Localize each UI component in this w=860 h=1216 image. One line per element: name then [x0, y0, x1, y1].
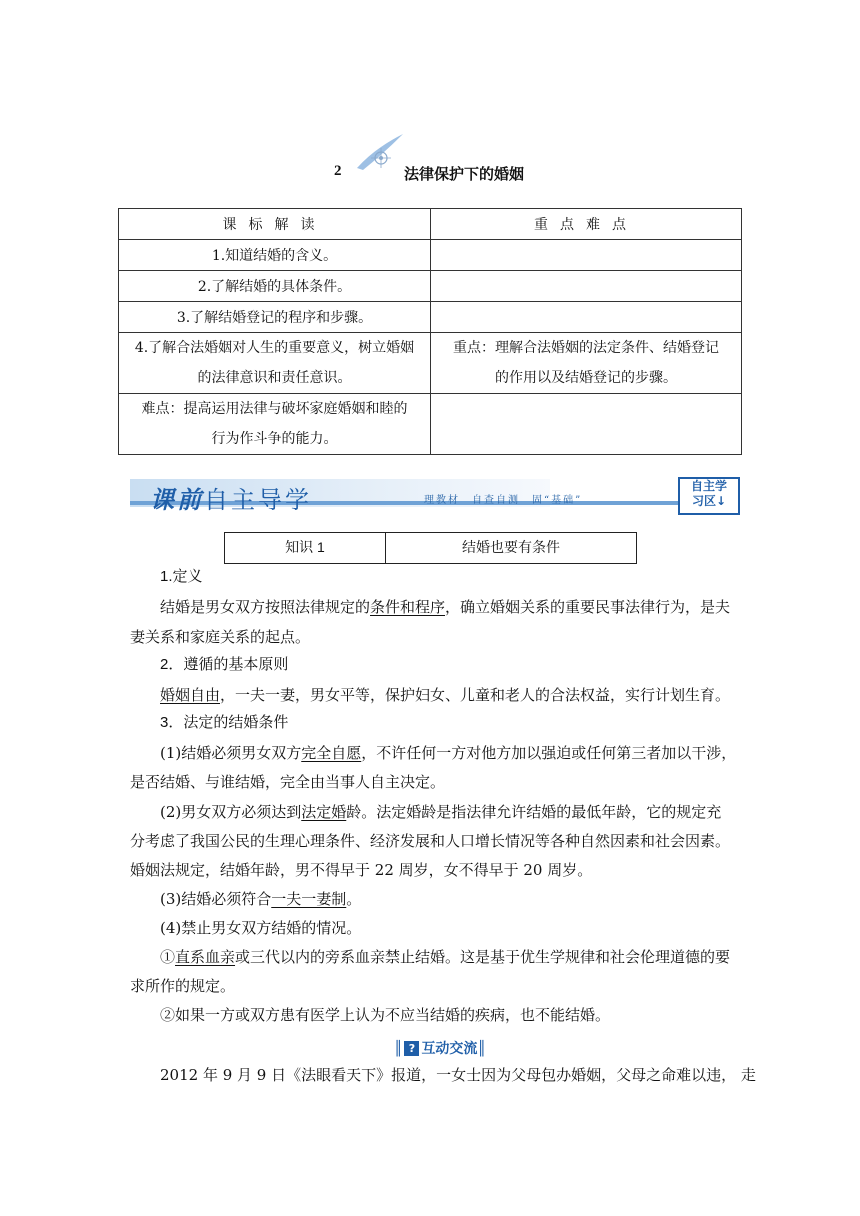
key-point: 重点：理解合法婚姻的法定条件、结婚登记 的作用以及结婚登记的步骤。 — [431, 333, 742, 394]
paragraph: (1)结婚必须男女双方完全自愿，不许任何一方对他方加以强迫或任何第三者加以干涉， — [160, 744, 737, 762]
section-3-heading: 3．法定的结婚条件 — [160, 714, 289, 731]
table-row — [119, 333, 742, 394]
paragraph: (3)结婚必须符合一夫一妻制。 — [160, 890, 362, 908]
compass-swoosh-icon — [355, 132, 405, 174]
paragraph: 分考虑了我国公民的生理心理条件、经济发展和人口增长情况等各种自然因素和社会因素。 — [130, 832, 731, 850]
paragraph: 求所作的规定。 — [130, 977, 236, 995]
arrow-down-icon: ↓ — [715, 494, 727, 508]
paragraph: ②如果一方或双方患有医学上认为不应当结婚的疾病，也不能结婚。 — [160, 1006, 611, 1024]
table-header-row — [119, 209, 742, 240]
paragraph: 结婚是男女双方按照法律规定的条件和程序，确立婚姻关系的重要民事法律行为，是夫 — [160, 598, 731, 616]
paragraph: 是否结婚、与谁结婚，完全由当事人自主决定。 — [130, 773, 446, 791]
header-key-points: 重点难点 — [431, 209, 742, 240]
lesson-number: 2 — [334, 163, 342, 179]
section-banner-title: 课前自主导学 — [150, 486, 312, 514]
banner-subtitle: 理教材 自查自测 固“基础” — [424, 495, 583, 506]
header-curriculum: 课标解读 — [119, 209, 431, 240]
section-1-heading: 1.定义 — [160, 568, 203, 585]
table-row — [119, 271, 742, 302]
knowledge-title: 结婚也要有条件 — [462, 539, 560, 555]
paragraph: 妻关系和家庭关系的起点。 — [130, 628, 311, 646]
objectives-table — [118, 208, 742, 455]
objective-3: 3.了解结婚登记的程序和步骤。 — [119, 302, 431, 333]
objective-4: 4.了解合法婚姻对人生的重要意义，树立婚姻 的法律意识和责任意识。 — [119, 333, 431, 394]
table-row — [119, 302, 742, 333]
objective-2: 2.了解结婚的具体条件。 — [119, 271, 431, 302]
paragraph: (2)男女双方必须达到法定婚龄。法定婚龄是指法律允许结婚的最低年龄，它的规定充 — [160, 803, 722, 821]
paragraph: 婚姻自由，一夫一妻，男女平等，保护妇女、儿童和老人的合法权益，实行计划生育。 — [160, 686, 731, 704]
self-study-badge: 自主学 习区↓ — [678, 477, 740, 515]
paragraph: ①直系血亲或三代以内的旁系血亲禁止结婚。这是基于优生学规律和社会伦理道德的要 — [160, 948, 731, 966]
difficulty: 难点：提高运用法律与破坏家庭婚姻和睦的 行为作斗争的能力。 — [119, 394, 431, 455]
question-icon: ? — [404, 1041, 419, 1056]
paragraph: 2012 年 9 月 9 日《法眼看天下》报道，一女士因为父母包办婚姻，父母之命难以违， 走 — [160, 1066, 756, 1084]
lesson-title: 法律保护下的婚姻 — [404, 166, 525, 183]
exchange-heading: ║ ? 互动交流║ — [394, 1041, 486, 1057]
table-row — [119, 394, 742, 455]
section-2-heading: 2．遵循的基本原则 — [160, 656, 289, 673]
paragraph: 婚姻法规定，结婚年龄，男不得早于 22 周岁，女不得早于 20 周岁。 — [130, 861, 593, 879]
knowledge-box — [224, 532, 637, 564]
paragraph: (4)禁止男女双方结婚的情况。 — [160, 919, 362, 937]
knowledge-label: 知识 1 — [285, 539, 325, 555]
table-row — [119, 240, 742, 271]
objective-1: 1.知道结婚的含义。 — [119, 240, 431, 271]
